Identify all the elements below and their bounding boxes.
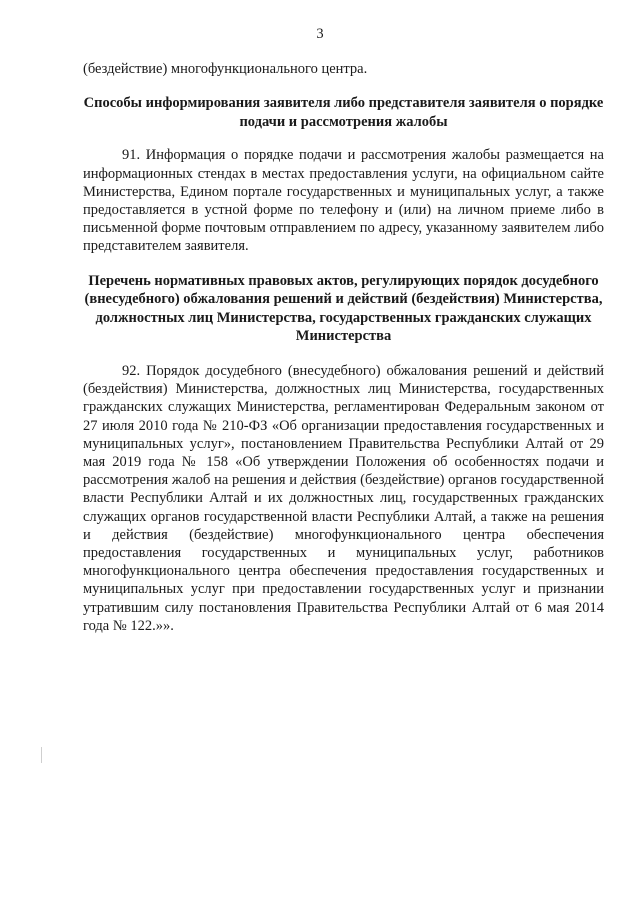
page-number: 3 <box>316 26 324 42</box>
continuation-text: (бездействие) многофункционального центра. <box>83 61 368 77</box>
margin-mark <box>41 747 42 763</box>
paragraph-91: 91. Информация о порядке подачи и рассмотрения жалобы размещается на информационных стендах в местах предоставления услуги, на официальном сайте Министерства, Едином портале государственных и муниципальных услуг, а также предоставляется в устной форме по телефону и (или) на личном приеме либо в письменной форме почтовым отправлением по адресу, указанному заявителем либо представителем заявителя. <box>83 147 604 255</box>
section-heading-legal-acts: Перечень нормативных правовых актов, регулирующих порядок досудебного (внесудебного) обжалования решений и действий (бездействия) Министерства, должностных лиц Министерства, государственных гражданских служащих Министерства <box>84 272 603 345</box>
section-heading-complaint-information: Способы информирования заявителя либо представителя заявителя о порядке подачи и рассмотрения жалобы <box>83 95 604 130</box>
paragraph-92: 92. Порядок досудебного (внесудебного) обжалования решений и действий (бездействия) Министерства, должностных лиц Министерства, государственных гражданских служащих Министерства, регламентирован Федеральным законом от 27 июля 2010 года № 210-ФЗ «Об организации предоставления государственных и муниципальных услуг», постановлением Правительства Республики Алтай от 29 мая 2019 года № 158 «Об утверждении Положения об особенностях подачи и рассмотрения жалоб на решения и действия (бездействие) органов государственной власти Республики Алтай и их должностных лиц, государственных гражданских служащих органов государственной власти Республики Алтай, а также на решения и действия (бездействие) многофункционального центра обеспечения предоставления государственных и муниципальных услуг, работников многофункционального центра обеспечения предоставления государственных и муниципальных услуг при предоставлении государственных услуг и признании утратившим силу постановления Правительства Республики Алтай от 6 мая 2014 года № 122.»». <box>83 362 604 634</box>
document-body <box>83 60 604 635</box>
